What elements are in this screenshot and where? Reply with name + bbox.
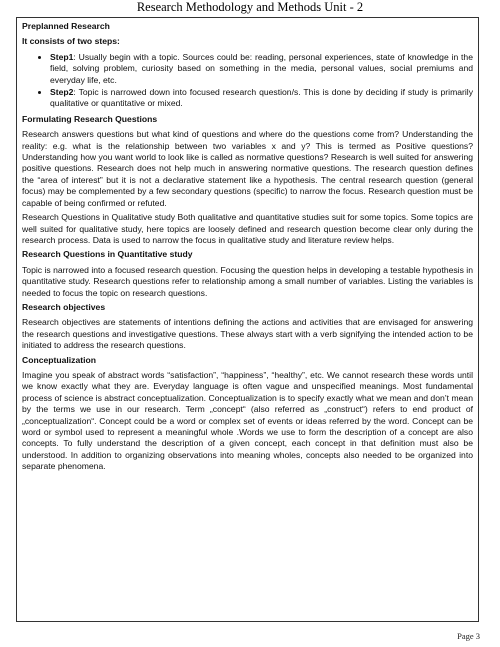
- steps-intro: It consists of two steps:: [22, 36, 120, 47]
- heading-research-objectives: Research objectives: [22, 301, 106, 312]
- heading-preplanned-research: Preplanned Research: [22, 21, 110, 31]
- heading-quantitative-questions: Research Questions in Quantitative study: [22, 249, 193, 260]
- formulating-paragraph-1: Research answers questions but what kind of questions and where do the questions come from? Understanding the reality: e.g. what is the relationship between two variables x and y? This is termed as Positive questions? Understanding how you want world to look like is called as normative questions? Research is well suited for answering positive questions. Research does not help much in answering normative questions. The research question defines the “area of interest” but it is not a declarative statement like a hypothesis. The central research question (general focus) may be complemented by a few secondary questions (specific) to narrow the focus. Research question must be capable of being confirmed or refuted.: [22, 129, 473, 208]
- objectives-paragraph: Research objectives are statements of intentions defining the actions and activities that are envisaged for answering the research questions and investigative questions. These always start with a verb signifying the intended action to be initiated to address the research questions.: [22, 317, 473, 351]
- step1-text: : Usually begin with a topic. Sources could be: reading, personal experiences, state of knowledge in the field, solving problem, curiosity based on something in the media, personal values, social premiums and everyday life, etc.: [50, 51, 473, 85]
- step2-label: Step2: [50, 87, 74, 98]
- document-body: [16, 17, 479, 622]
- list-item-step1: [50, 52, 473, 86]
- page-number: Page 3: [457, 631, 480, 641]
- formulating-paragraph-2: Research Questions in Qualitative study Both qualitative and quantitative studies suit for some topics. Some topics are well suited for qualitative study, here topics are loosely defined and research question become clear only during the research process. Data is used to narrow the focus in qualitative study and literature review helps.: [22, 212, 473, 245]
- step1-label: Step1: [50, 51, 74, 62]
- list-item-step2: [50, 87, 473, 110]
- quantitative-paragraph: Topic is narrowed into a focused research question. Focusing the question helps in developing a testable hypothesis in quantitative study. Research questions refer to relationship among a small number of variables. Listing the variables is needed to focus the topic on research questions.: [22, 264, 473, 298]
- conceptualization-paragraph: Imagine you speak of abstract words “satisfaction”, “happiness”, “healthy”, etc. We cannot research these words until we know exactly what they are. Everyday language is often vague and unspecified meanings. Most fundamental process of science is abstract conceptualization. Conceptualization is to specify exactly what we mean and don’t mean by the terms we use in our research. Term „concept“ (also referred as „construct“) refers to end product of „conceptualization“. Concept could be a word or complex set of events or ideas referred by the word. Concept can be word or symbol used to represent a meaningful whole .Words we use to form the description of a concept are also concepts. To fully understand the description of a given concept, each concept in that definition must also be understood. In addition to organizing observations into meaning wholes, concepts also needed to be organized into separate phenomena.: [22, 369, 473, 472]
- heading-formulating-research-questions: Formulating Research Questions: [22, 113, 158, 124]
- heading-conceptualization: Conceptualization: [22, 354, 97, 365]
- steps-list: [22, 52, 473, 110]
- step2-text: : Topic is narrowed down into focused research question/s. This is done by deciding if study is primarily qualitative or quantitative or mixed.: [50, 87, 473, 109]
- page-header-title: Research Methodology and Methods Unit - 2: [136, 0, 364, 14]
